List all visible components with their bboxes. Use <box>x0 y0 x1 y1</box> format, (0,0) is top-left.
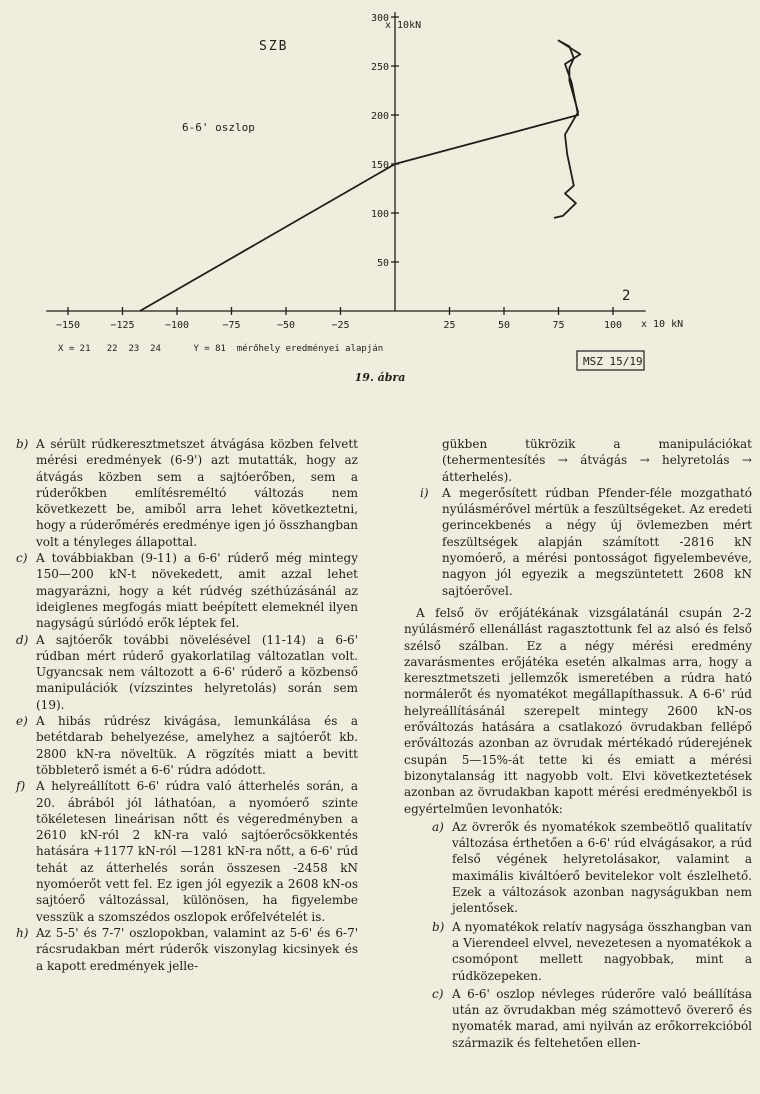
chart-subtitle: 6-6' oszlop <box>182 121 255 134</box>
item-text: A sajtóerők további növelésével (11-14) a 6-6' rúdban mért rúderő gyakorlatilag változatlan volt. Ugyancsak nem változott a 6-6' rúderő a közbenső manipulációk (vízszintes helyretolás) során sem (19). <box>36 632 358 712</box>
x-tick-label: 25 <box>443 320 456 331</box>
chart-axes <box>46 12 646 311</box>
list-item <box>16 778 358 925</box>
figure-caption: 19. ábra <box>354 371 406 384</box>
y-tick-label: 100 <box>370 209 389 220</box>
chart-title: SZB <box>259 39 289 54</box>
item-label: c) <box>16 551 28 566</box>
x-tick-label: −125 <box>110 320 135 331</box>
right-text-column <box>404 436 752 1051</box>
list-item <box>404 485 752 599</box>
corner-number: 2 <box>622 288 631 304</box>
item-label: b) <box>16 437 29 451</box>
x-tick-label: −25 <box>331 320 350 331</box>
item-label: h) <box>16 925 29 940</box>
sub-list-item <box>404 986 752 1051</box>
item-text: Az övrerők és nyomatékok szembeötlő qualitatív változása érthetően a 6-6' rúd elvágásakor, a rúd felső végének helyretolásakor, valamint a maximális kiváltóerő bevitelekor volt észlelhető. Ezek a változások azonban nagyságukban nem jelentősek. <box>452 819 752 916</box>
item-text: A sérült rúdkeresztmetszet átvágása közben felvett mérési eredmények (6-9') azt mutatták, hogy az átvágás közben sem a sajtóerőben, sem a rúderőkben említésreméltó változás nem következett be, amiből arra lehet következtetni, hogy a rúderőmérés eredménye igen jó összhangban volt a tényleges állapottal. <box>36 437 358 549</box>
item-text: A nyomatékok relatív nagysága összhangban van a Vierendeel elvvel, nevezetesen a nyomatékok a csomópont mellett nagyobbak, mint a rúdközepeken. <box>452 919 752 983</box>
y-unit-label: x 10kN <box>385 20 422 31</box>
item-text: A továbbiakban (9-11) a 6-6' rúderő még mintegy 150—200 kN-t növekedett, amit azzal lehet magyarázni, hogy a két rúdvég széthúzásánál az ideiglenes megfogás miatt beépített elemeknél ilyen nagyságú súrlódó erők léptek fel. <box>36 551 358 631</box>
force-series-line <box>140 41 580 312</box>
chart-plot <box>140 41 580 312</box>
x-tick-label: −50 <box>276 320 296 331</box>
x-tick-label: −150 <box>55 320 81 331</box>
y-tick-label: 50 <box>376 258 389 269</box>
list-item <box>16 550 358 631</box>
msz-stamp <box>577 351 644 370</box>
item-label: c) <box>432 986 444 1001</box>
item-label: a) <box>432 819 444 834</box>
list-item <box>16 713 358 778</box>
item-label: b) <box>432 919 445 934</box>
x-tick-label: 50 <box>497 320 511 331</box>
chart-footnote: X = 21 22 23 24 Y = 81 mérőhely eredményei alapján <box>58 344 384 354</box>
x-tick-label: −100 <box>164 320 190 331</box>
y-tick-label: 150 <box>370 160 389 171</box>
x-tick-label: 100 <box>603 320 623 331</box>
force-diagram-chart <box>0 0 760 400</box>
sub-list-item <box>404 919 752 984</box>
x-unit-label: x 10 kN <box>641 319 684 330</box>
continuation-text: gükben tükrözik a manipulációkat (tehermentesítés → átvágás → helyretolás → átterhelés). <box>442 437 752 484</box>
y-tick-label: 250 <box>370 62 389 73</box>
item-text: A 6-6' oszlop névleges rúderőre való beállítása után az övrudakban még számottevő övererő és nyomaték marad, ami nyilván az erőkorrekcióból származik és feltehetően ellen- <box>452 986 752 1050</box>
list-item <box>16 436 358 550</box>
left-text-column <box>16 436 358 974</box>
x-tick-label: 75 <box>552 320 565 331</box>
item-label: d) <box>16 632 29 647</box>
list-item <box>16 925 358 974</box>
sub-list-item <box>404 819 752 917</box>
y-tick-label: 200 <box>370 111 389 122</box>
item-text: A helyreállított 6-6' rúdra való átterhelés során, a 20. ábrából jól láthatóan, a nyomóerő szinte tökéletesen lineárisan nőtt és végeredményben a 2610 kN-ról 2 kN-ra való sajtóerőcsökkentés hatására +1177 kN-ról —1281 kN-ra nőtt, a 6-6' rúd tehát az átterhelés során összesen -2458 kN nyomóerőt vett fel. Ez igen jól egyezik a 2608 kN-os sajtóerő változással, különösen, ha figyelembe vesszük a szomszédos oszlopok erőfelvételét is. <box>36 779 358 924</box>
body-paragraph: A felső öv erőjátékának vizsgálatánál csupán 2-2 nyúlásmérő ellenállást ragasztottunk fel az alsó és felső szélső szálban. Ez a négy mérési eredmény zavarásmentes erőjátéka esetén alkalmas arra, hogy a keresztmetszeti jellemzők ismeretében a rúdra ható normálerőt és nyomatékot megállapíthassuk. A 6-6' rúd helyreállításánál szerepelt mintegy 2600 kN-os erőváltozás hatására a csatlakozó övrudakban fellépő erőváltozás azonban az övrudak mértékadó rúderejének csupán 5—15%-át tette ki és emiatt a mérési bizonytalanság itt nagyobb volt. Elvi következtetések azonban az övrudakban kapott mérési eredményekből is egyértelműen levonhatók: <box>404 605 752 816</box>
chart-ticks <box>56 13 622 331</box>
x-tick-label: −75 <box>222 320 241 331</box>
item-text: A hibás rúdrész kivágása, lemunkálása és a betétdarab behelyezése, amelyhez a sajtóerőt kb. 2800 kN-ra növeltük. A rögzítés miatt a bevitt többleterő ismét a 6-6' rúdra adódott. <box>36 714 358 777</box>
stamp-label: MSZ 15/19 <box>583 355 643 368</box>
item-text: Az 5-5' és 7-7' oszlopokban, valamint az 5-6' és 6-7' rácsrudakban mért rúderők viszonylag kicsinyek és a kapott eredmények jelle- <box>36 925 358 973</box>
item-label: i) <box>420 485 429 500</box>
item-label: f) <box>16 779 26 794</box>
list-item <box>16 632 358 713</box>
item-text: A megerősített rúdban Pfender-féle mozgatható nyúlásmérővel mértük a feszültségeket. Az eredeti gerincekbenés a négy új övlemezben mért feszültségek alapján számított -2816 kN nyomóerő, a mérési pontosságot figyelembevéve, nagyon jól egyezik a megszüntetett 2608 kN sajtóerővel. <box>442 485 752 598</box>
item-label: e) <box>16 714 28 729</box>
y-tick-label: 300 <box>370 13 389 24</box>
